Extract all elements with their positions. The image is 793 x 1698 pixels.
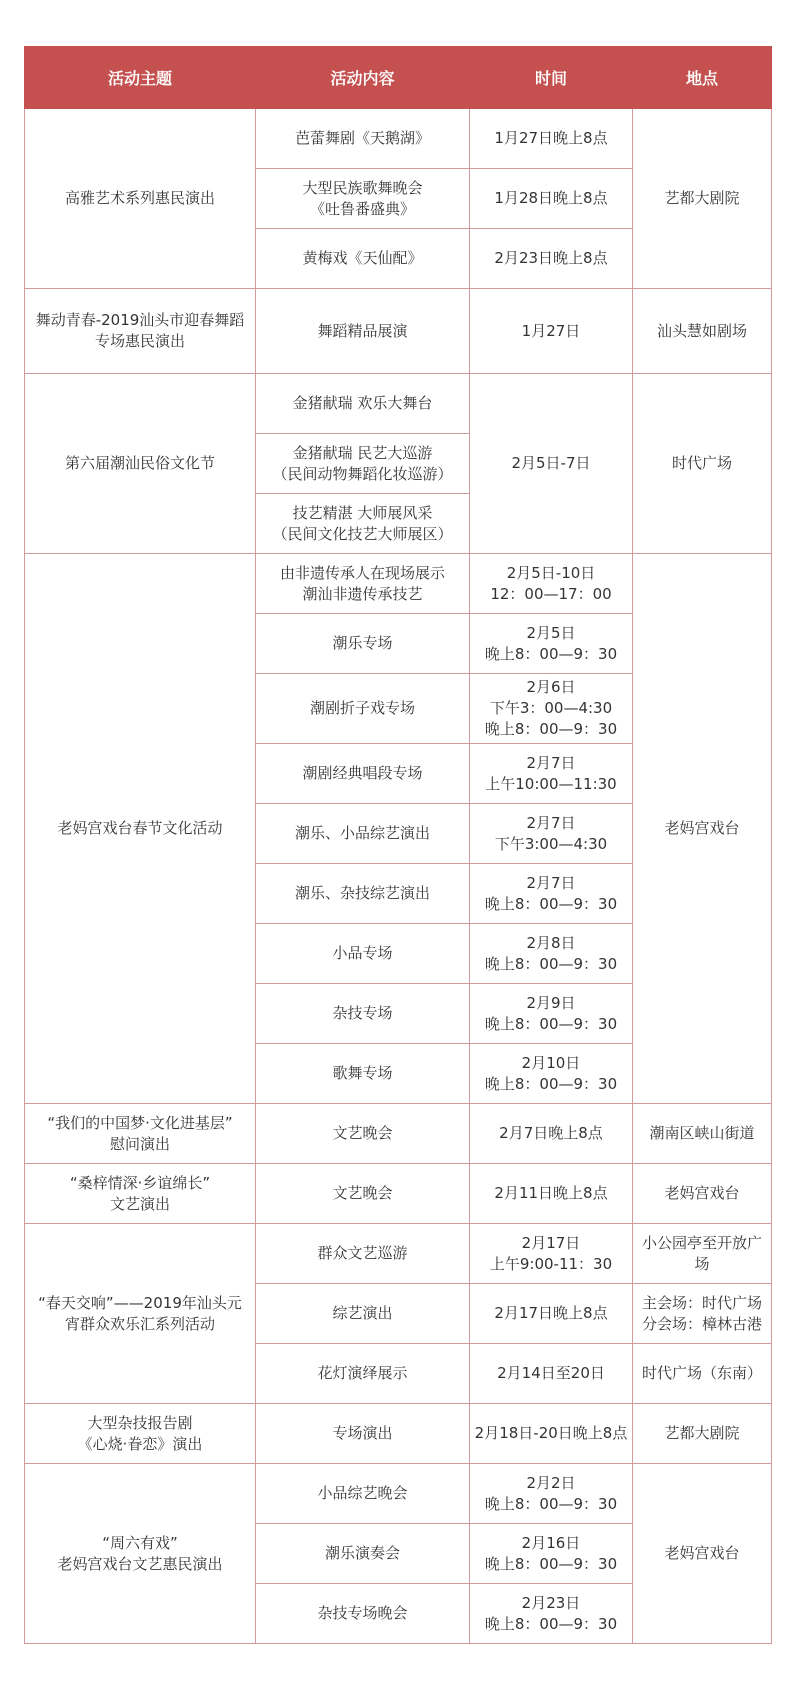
- time-cell: 1月27日晚上8点: [470, 109, 633, 169]
- place-cell: 时代广场: [633, 374, 772, 554]
- table-row: [25, 1224, 772, 1284]
- theme-cell: “桑梓情深·乡谊绵长” 文艺演出: [25, 1164, 256, 1224]
- time-cell: 2月8日 晚上8：00—9：30: [470, 924, 633, 984]
- time-cell: 2月7日 晚上8：00—9：30: [470, 864, 633, 924]
- header-time: 时间: [470, 47, 633, 109]
- place-cell: 艺都大剧院: [633, 1404, 772, 1464]
- content-cell: 专场演出: [256, 1404, 470, 1464]
- place-cell: 时代广场（东南）: [633, 1344, 772, 1404]
- content-cell: 潮乐、杂技综艺演出: [256, 864, 470, 924]
- time-cell: 2月5日 晚上8：00—9：30: [470, 614, 633, 674]
- time-cell: 2月10日 晚上8：00—9：30: [470, 1044, 633, 1104]
- time-cell: 2月7日晚上8点: [470, 1104, 633, 1164]
- theme-cell: 第六届潮汕民俗文化节: [25, 374, 256, 554]
- theme-cell: “周六有戏” 老妈宫戏台文艺惠民演出: [25, 1464, 256, 1644]
- place-cell: 小公园亭至开放广 场: [633, 1224, 772, 1284]
- place-cell: 艺都大剧院: [633, 109, 772, 289]
- content-cell: 金猪献瑞 民艺大巡游 （民间动物舞蹈化妆巡游）: [256, 434, 470, 494]
- table-row: [25, 1164, 772, 1224]
- content-cell: 群众文艺巡游: [256, 1224, 470, 1284]
- content-cell: 由非遗传承人在现场展示 潮汕非遗传承技艺: [256, 554, 470, 614]
- place-cell: 潮南区峡山街道: [633, 1104, 772, 1164]
- header-theme: 活动主题: [25, 47, 256, 109]
- time-cell: 2月5日-10日 12：00—17：00: [470, 554, 633, 614]
- content-cell: 潮乐专场: [256, 614, 470, 674]
- time-cell: 2月2日 晚上8：00—9：30: [470, 1464, 633, 1524]
- content-cell: 文艺晚会: [256, 1164, 470, 1224]
- place-cell: 老妈宫戏台: [633, 554, 772, 1104]
- time-cell: 2月17日 上午9:00-11：30: [470, 1224, 633, 1284]
- content-cell: 潮剧经典唱段专场: [256, 744, 470, 804]
- time-cell: 2月14日至20日: [470, 1344, 633, 1404]
- place-cell: 老妈宫戏台: [633, 1464, 772, 1644]
- theme-cell: “春天交响”——2019年汕头元 宵群众欢乐汇系列活动: [25, 1224, 256, 1404]
- content-cell: 潮乐、小品综艺演出: [256, 804, 470, 864]
- theme-cell: “我们的中国梦·文化进基层” 慰问演出: [25, 1104, 256, 1164]
- place-cell: 汕头慧如剧场: [633, 289, 772, 374]
- content-cell: 歌舞专场: [256, 1044, 470, 1104]
- time-cell: 1月28日晚上8点: [470, 169, 633, 229]
- header-place: 地点: [633, 47, 772, 109]
- time-cell: 1月27日: [470, 289, 633, 374]
- content-cell: 黄梅戏《天仙配》: [256, 229, 470, 289]
- content-cell: 潮乐演奏会: [256, 1524, 470, 1584]
- time-cell: 2月5日-7日: [470, 374, 633, 554]
- content-cell: 潮剧折子戏专场: [256, 674, 470, 744]
- time-cell: 2月17日晚上8点: [470, 1284, 633, 1344]
- table-row: [25, 1464, 772, 1524]
- content-cell: 小品专场: [256, 924, 470, 984]
- place-cell: 主会场：时代广场 分会场：樟林古港: [633, 1284, 772, 1344]
- time-cell: 2月23日晚上8点: [470, 229, 633, 289]
- time-cell: 2月9日 晚上8：00—9：30: [470, 984, 633, 1044]
- table-row: [25, 289, 772, 374]
- theme-cell: 老妈宫戏台春节文化活动: [25, 554, 256, 1104]
- content-cell: 杂技专场晚会: [256, 1584, 470, 1644]
- time-cell: 2月18日-20日晚上8点: [470, 1404, 633, 1464]
- content-cell: 文艺晚会: [256, 1104, 470, 1164]
- place-cell: 老妈宫戏台: [633, 1164, 772, 1224]
- content-cell: 大型民族歌舞晚会 《吐鲁番盛典》: [256, 169, 470, 229]
- theme-cell: 大型杂技报告剧 《心烧·眷恋》演出: [25, 1404, 256, 1464]
- table-row: [25, 1404, 772, 1464]
- table-row: [25, 374, 772, 434]
- table-row: [25, 1104, 772, 1164]
- theme-cell: 舞动青春-2019汕头市迎春舞蹈 专场惠民演出: [25, 289, 256, 374]
- content-cell: 金猪献瑞 欢乐大舞台: [256, 374, 470, 434]
- content-cell: 花灯演绎展示: [256, 1344, 470, 1404]
- table-row: [25, 554, 772, 614]
- time-cell: 2月11日晚上8点: [470, 1164, 633, 1224]
- event-schedule-table: [24, 46, 772, 1644]
- content-cell: 综艺演出: [256, 1284, 470, 1344]
- theme-cell: 高雅艺术系列惠民演出: [25, 109, 256, 289]
- time-cell: 2月7日 上午10:00—11:30: [470, 744, 633, 804]
- header-row: [25, 47, 772, 109]
- content-cell: 技艺精湛 大师展风采 （民间文化技艺大师展区）: [256, 494, 470, 554]
- time-cell: 2月6日 下午3：00—4:30 晚上8：00—9：30: [470, 674, 633, 744]
- time-cell: 2月23日 晚上8：00—9：30: [470, 1584, 633, 1644]
- table-row: [25, 109, 772, 169]
- content-cell: 杂技专场: [256, 984, 470, 1044]
- content-cell: 芭蕾舞剧《天鹅湖》: [256, 109, 470, 169]
- time-cell: 2月7日 下午3:00—4:30: [470, 804, 633, 864]
- content-cell: 舞蹈精品展演: [256, 289, 470, 374]
- time-cell: 2月16日 晚上8：00—9：30: [470, 1524, 633, 1584]
- header-content: 活动内容: [256, 47, 470, 109]
- content-cell: 小品综艺晚会: [256, 1464, 470, 1524]
